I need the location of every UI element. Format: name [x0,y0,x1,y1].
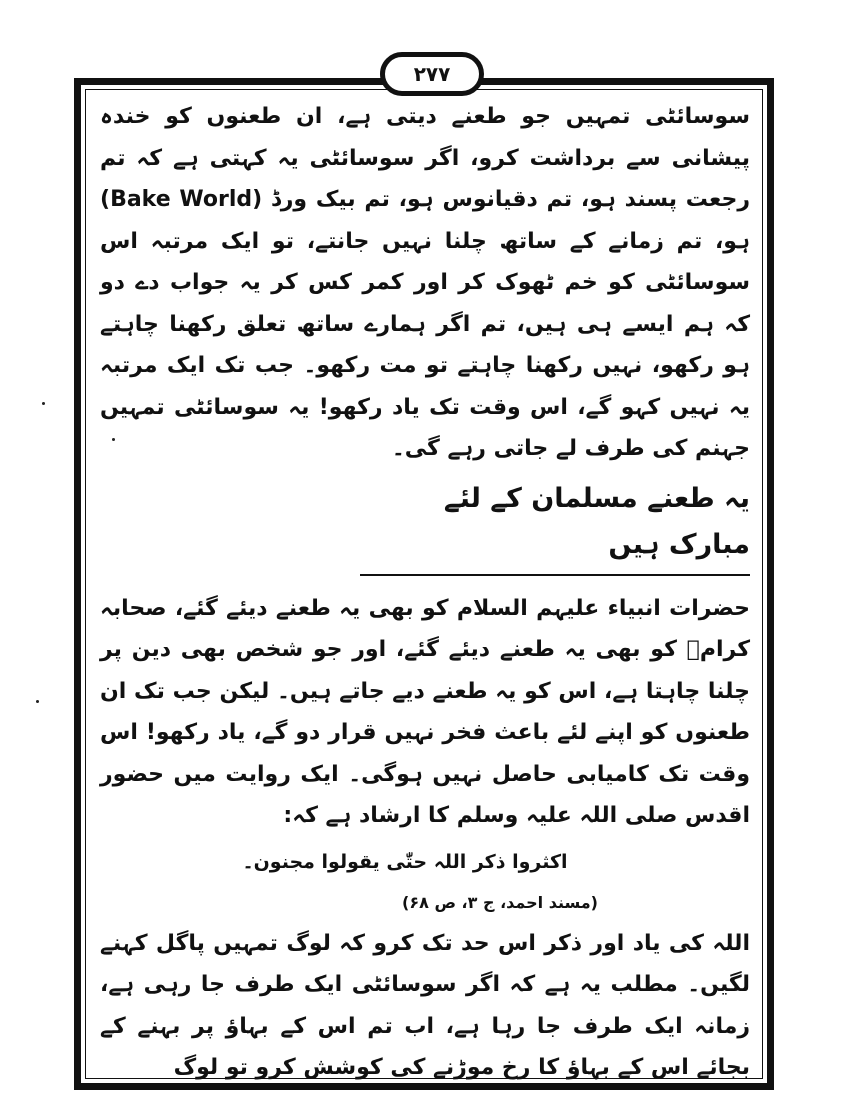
scan-speck [42,402,45,405]
body-paragraph-1: سوسائٹی تمہیں جو طعنے دیتی ہے، ان طعنوں کو خندہ پیشانی سے برداشت کرو، اگر سوسائٹی یہ کہتی ہے کہ تم رجعت پسند ہو، تم دقیانوس ہو، تم بیک ورڈ (Bake World) ہو، تم زمانے کے ساتھ چلنا نہیں جانتے، تو ایک مرتبہ اس سوسائٹی کو خم ٹھوک کر اور کمر کس کر یہ جواب دے دو کہ ہم ایسے ہی ہیں، تم اگر ہمارے ساتھ تعلق رکھنا چاہتے ہو رکھو، نہیں رکھنا چاہتے تو مت رکھو۔ جب تک ایک مرتبہ یہ نہیں کہو گے، اس وقت تک یاد رکھو! یہ سوسائٹی تمہیں جہنم کی طرف لے جاتی رہے گی۔ [100,104,750,461]
body-paragraph-3: اللہ کی یاد اور ذکر اس حد تک کرو کہ لوگ تمہیں پاگل کہنے لگیں۔ مطلب یہ ہے کہ اگر سوسائٹی ایک طرف جا رہی ہے، زمانہ ایک طرف جا رہا ہے، اب تم اس کے بہاؤ پر بہنے کے بجائے اس کے بہاؤ کا رخ موڑنے کی کوشش کرو تو لوگ [100,930,750,1080]
hadith-reference: (مسند احمد، ج ۳، ص ۶۸) [402,892,598,912]
section-heading: یہ طعنے مسلمان کے لئے مبارک ہیں [360,476,750,576]
hadith-quote: اکثروا ذکر اللہ حتّٰی یقولوا مجنون۔ [242,850,568,873]
scan-speck [36,700,39,703]
section-spacer [100,576,750,588]
body-paragraph-2: حضرات انبیاء علیہم السلام کو بھی یہ طعنے دیئے گئے، صحابہ کرامؓ کو بھی یہ طعنے دیئے گئے، اور جو شخص بھی دین پر چلنا چاہتا ہے، اس کو یہ طعنے دیے جاتے ہیں۔ لیکن جب تک ان طعنوں کو اپنے لئے باعث فخر نہیں قرار دو گے، یاد رکھو! اس وقت تک کامیابی حاصل نہیں ہوگی۔ ایک روایت میں حضور اقدس صلی اللہ علیہ وسلم کا ارشاد ہے کہ: [100,595,750,828]
page-content [100,96,750,1089]
scan-speck [112,438,115,441]
page-number: ۲۷۷ [380,52,484,96]
